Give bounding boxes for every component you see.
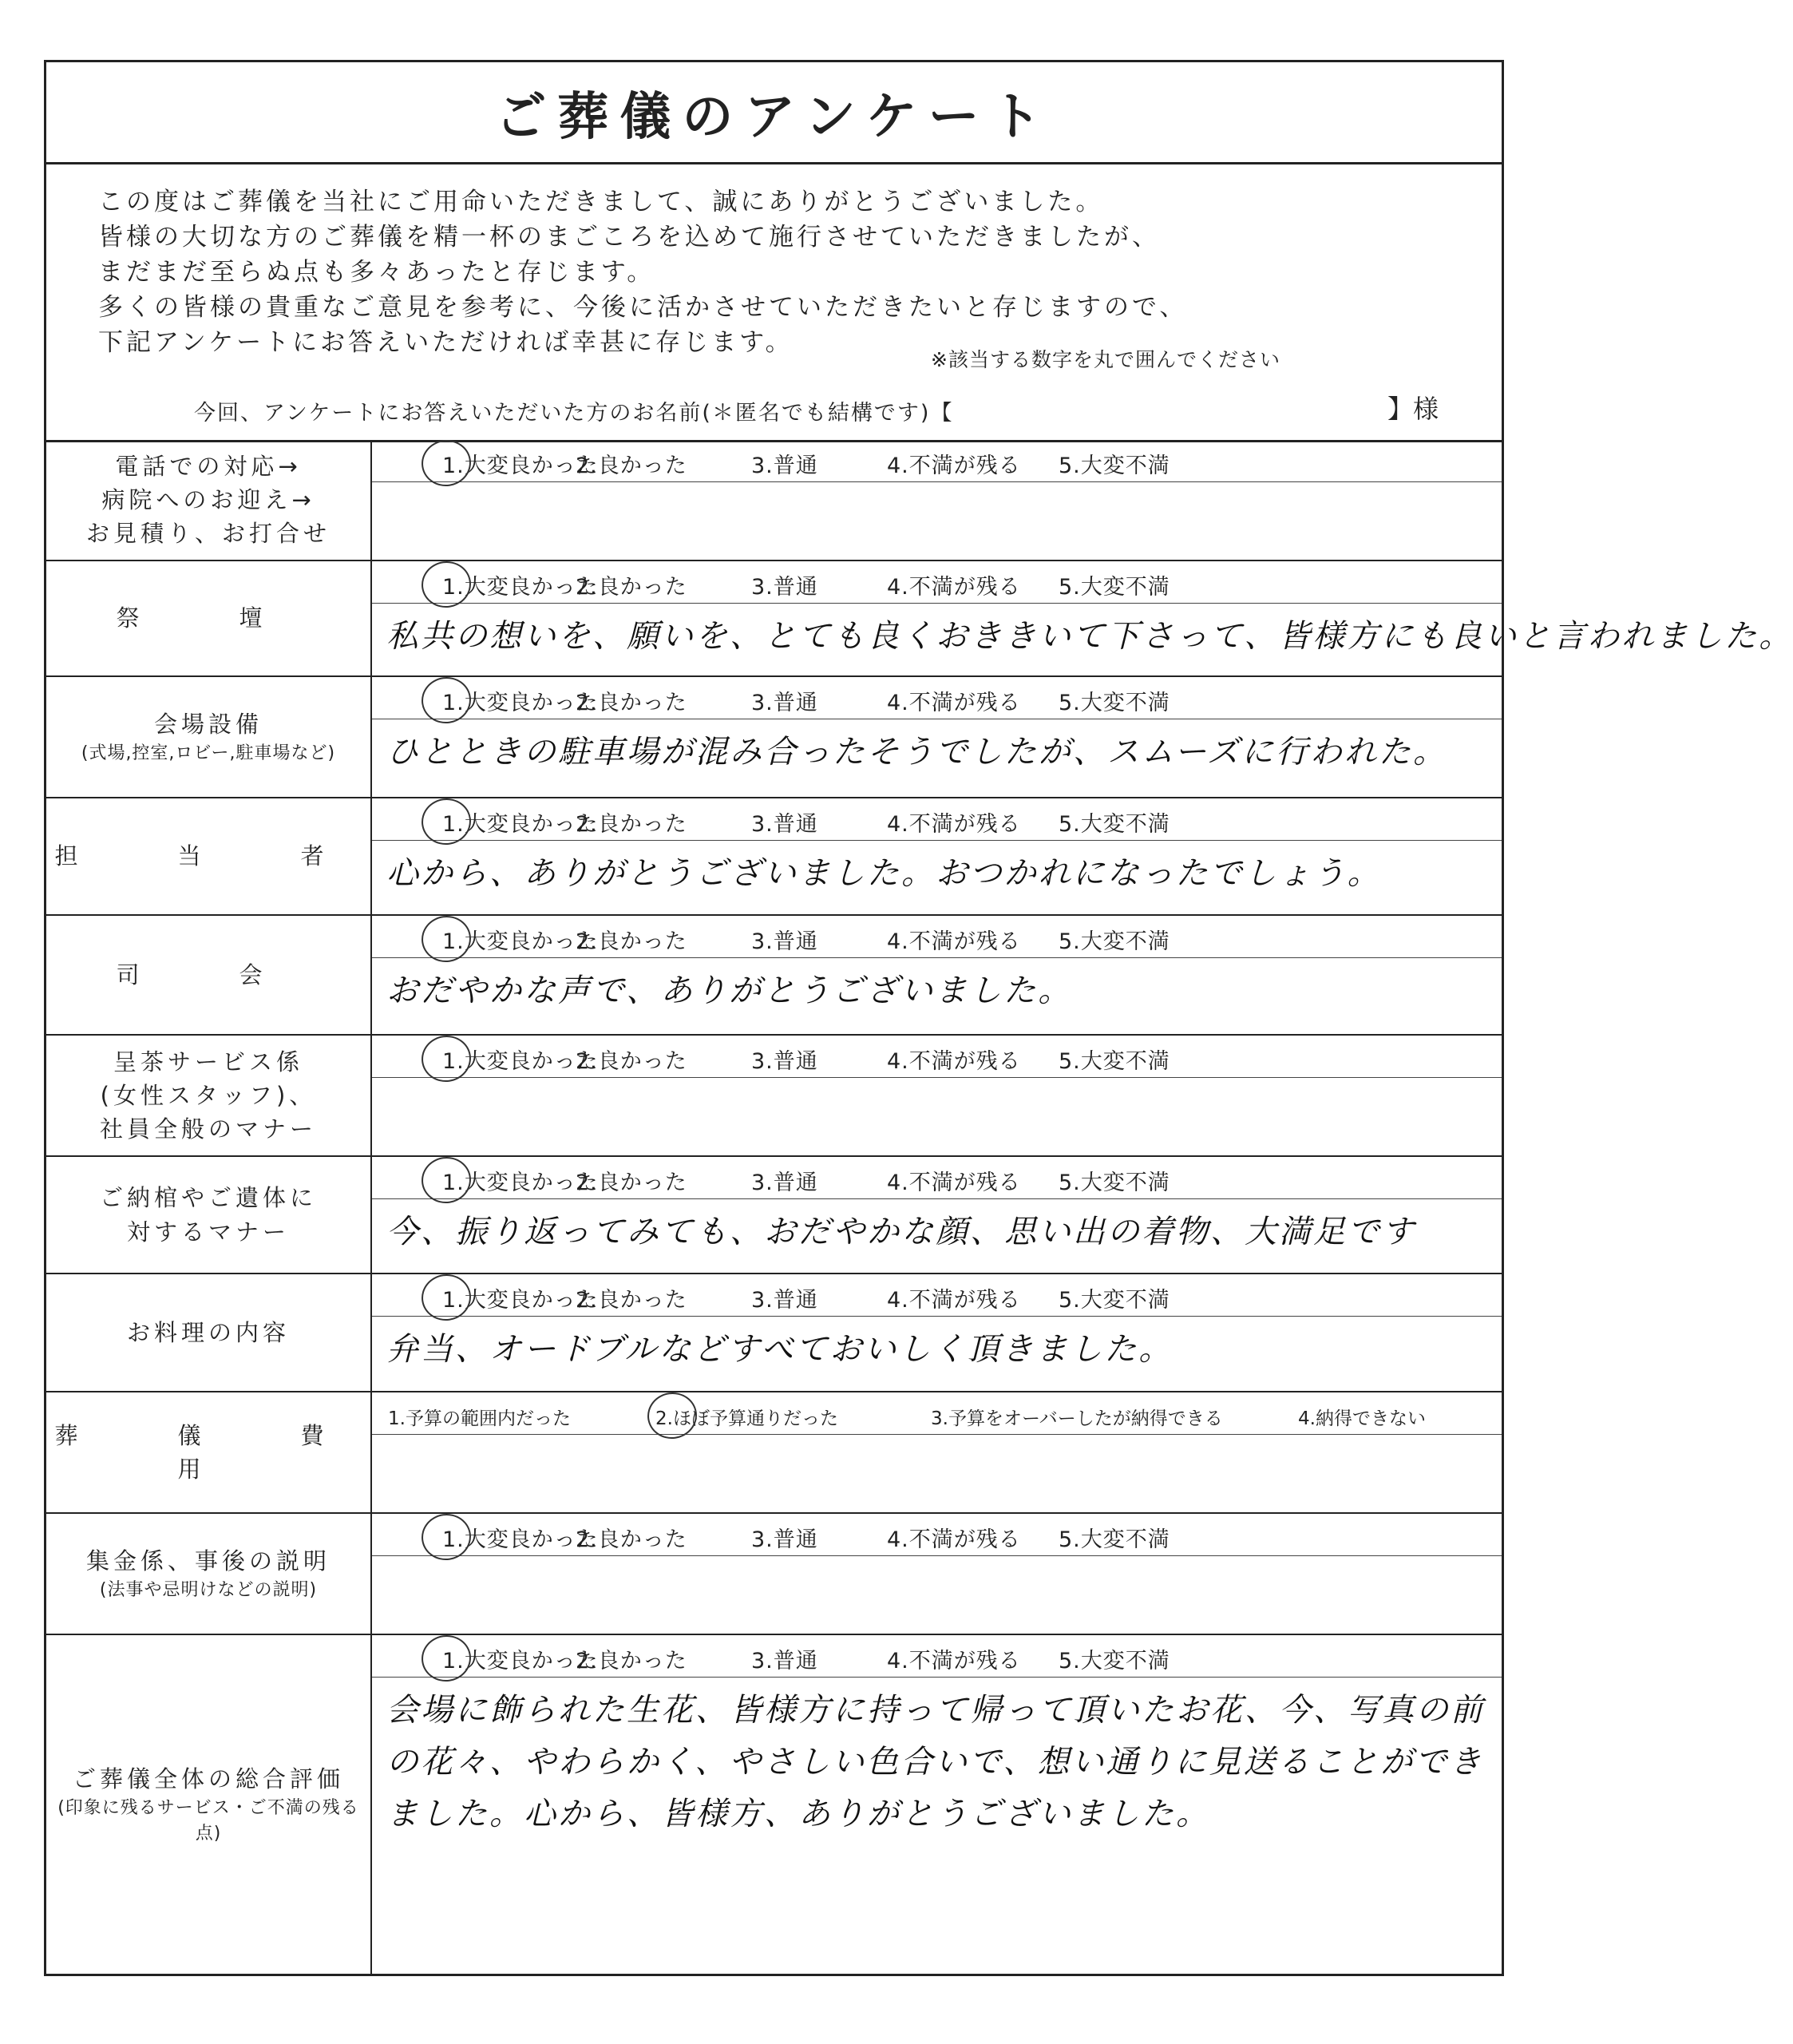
question-row: [46, 561, 1793, 677]
selection-circle-mark: [418, 795, 473, 848]
question-label-line: 祭 壇: [116, 604, 301, 632]
answer-area: [372, 916, 1502, 1034]
question-label-line: 社員全般のマナー: [99, 1115, 317, 1143]
answer-option[interactable]: 3.普通: [751, 1049, 818, 1074]
selection-circle-mark: [418, 1632, 473, 1685]
answer-option[interactable]: 3.普通: [751, 454, 818, 478]
answer-option[interactable]: 4.不満が残る: [887, 929, 1021, 954]
answer-area: [372, 1635, 1502, 1974]
question-sub-label: (法事や忌明けなどの説明): [99, 1580, 318, 1601]
question-label: [46, 1274, 372, 1391]
answer-option[interactable]: 3.普通: [751, 1649, 818, 1674]
answer-option[interactable]: 3.普通: [751, 1527, 818, 1552]
answer-option[interactable]: 4.不満が残る: [887, 1649, 1021, 1674]
answer-area: [372, 1274, 1502, 1391]
answer-area: [372, 561, 1793, 675]
answer-option[interactable]: 5.大変不満: [1059, 929, 1170, 954]
answer-options: [372, 677, 1502, 719]
answer-option[interactable]: 2.良かった: [576, 812, 687, 837]
question-label: [46, 677, 372, 797]
intro-line: 下記アンケートにお答えいただければ幸甚に存じます。: [98, 328, 794, 357]
handwritten-comment: ひとときの駐車場が混み合ったそうでしたが、スムーズに行われた。: [386, 734, 1447, 770]
answer-option[interactable]: 5.大変不満: [1059, 1049, 1170, 1074]
answer-option[interactable]: 3.普通: [751, 812, 818, 837]
answer-options: [372, 1036, 1502, 1078]
handwritten-comment: 今、振り返ってみても、おだやかな顔、思い出の着物、大満足です: [386, 1214, 1416, 1250]
intro-line: 皆様の大切な方のご葬儀を精一杯のまごころを込めて施行させていただきましたが、: [98, 223, 1160, 252]
question-label: [46, 1514, 372, 1634]
answer-options: [372, 1635, 1502, 1678]
question-label: [46, 1036, 372, 1155]
answer-option[interactable]: 1.大変良かった: [442, 575, 599, 600]
answer-option[interactable]: 5.大変不満: [1059, 1649, 1170, 1674]
answer-options: [372, 1392, 1502, 1435]
answer-area: [372, 440, 1502, 560]
answer-option[interactable]: 4.不満が残る: [887, 691, 1021, 715]
answer-options: [372, 798, 1502, 841]
answer-area: [372, 677, 1502, 797]
question-label: [46, 916, 372, 1034]
answer-option[interactable]: 5.大変不満: [1059, 1288, 1170, 1313]
answer-area: [372, 1157, 1502, 1273]
answer-option[interactable]: 4.不満が残る: [887, 1527, 1021, 1552]
selection-circle-mark: [644, 1389, 699, 1442]
answer-option[interactable]: 2.良かった: [576, 1049, 687, 1074]
survey-sheet: [44, 60, 1793, 1976]
answer-option[interactable]: 1.予算の範囲内だった: [388, 1408, 571, 1429]
answer-option[interactable]: 2.良かった: [576, 1171, 687, 1195]
answer-option[interactable]: 1.大変良かった: [442, 812, 599, 837]
handwritten-comment: 心から、ありがとうございました。おつかれになったでしょう。: [386, 855, 1382, 892]
answer-option[interactable]: 2.良かった: [576, 929, 687, 954]
answer-option[interactable]: 1.大変良かった: [442, 1171, 599, 1195]
selection-circle-mark: [418, 1154, 473, 1206]
answer-option[interactable]: 5.大変不満: [1059, 454, 1170, 478]
answer-option[interactable]: 1.大変良かった: [442, 1649, 599, 1674]
answer-options: [372, 916, 1502, 958]
question-label-line: ご納棺やご遺体に: [99, 1184, 317, 1212]
question-row: [46, 440, 1502, 561]
selection-circle-mark: [418, 1511, 473, 1563]
answer-option[interactable]: 4.不満が残る: [887, 1049, 1021, 1074]
question-row: [46, 916, 1502, 1036]
question-label-line: 集金係、事後の説明: [85, 1547, 330, 1575]
answer-options: [372, 440, 1502, 482]
question-label-line: ご葬儀全体の総合評価: [72, 1765, 344, 1793]
intro-line: この度はご葬儀を当社にご用命いただきまして、誠にありがとうございました。: [98, 188, 1104, 216]
answer-option[interactable]: 1.大変良かった: [442, 691, 599, 715]
question-rows: [46, 440, 1793, 1974]
instruction-note: ※該当する数字を丸で囲んでください: [931, 348, 1280, 371]
question-label-line: (女性スタッフ)、: [100, 1081, 317, 1109]
selection-circle-mark: [418, 913, 473, 965]
question-label-line: 電話での対応→: [115, 452, 302, 480]
answer-option[interactable]: 5.大変不満: [1059, 575, 1170, 600]
intro-section: [46, 162, 1502, 442]
answer-option[interactable]: 2.良かった: [576, 575, 687, 600]
question-label-line: 会場設備: [153, 711, 263, 739]
answer-area: [372, 1514, 1502, 1634]
question-label-line: 司 会: [116, 961, 301, 988]
question-row: [46, 1392, 1502, 1514]
answer-option[interactable]: 1.大変良かった: [442, 929, 599, 954]
question-sub-label: (印象に残るサービス・ご不満の残る点): [57, 1798, 359, 1844]
answer-option[interactable]: 4.不満が残る: [887, 575, 1021, 600]
answer-option[interactable]: 2.良かった: [576, 1649, 687, 1674]
answer-option[interactable]: 3.普通: [751, 575, 818, 600]
answer-option[interactable]: 4.不満が残る: [887, 1171, 1021, 1195]
answer-area: [372, 1392, 1502, 1512]
answer-option[interactable]: 1.大変良かった: [442, 454, 599, 478]
answer-option[interactable]: 3.普通: [751, 691, 818, 715]
question-row: [46, 1157, 1502, 1274]
answer-option[interactable]: 4.不満が残る: [887, 454, 1021, 478]
question-label-line: 葬 儀 費 用: [54, 1421, 424, 1483]
intro-line: 多くの皆様の貴重なご意見を参考に、今後に活かさせていただきたいと存じますので、: [98, 293, 1188, 322]
question-label: [46, 798, 372, 914]
intro-line: まだまだ至らぬ点も多々あったと存じます。: [98, 258, 655, 287]
question-label: [46, 1635, 372, 1974]
answer-area: [372, 798, 1502, 914]
handwritten-comment: 弁当、オードブルなどすべておいしく頂きました。: [386, 1331, 1174, 1368]
question-label-line: 病院へのお迎え→: [101, 485, 315, 513]
selection-circle-mark: [418, 437, 473, 489]
answer-option[interactable]: 1.大変良かった: [442, 1527, 599, 1552]
answer-option[interactable]: 1.大変良かった: [442, 1288, 599, 1313]
question-label: [46, 1392, 424, 1512]
page-title: ご葬儀のアンケート: [46, 62, 1502, 164]
answer-option[interactable]: 5.大変不満: [1059, 691, 1170, 715]
selection-circle-mark: [418, 1271, 473, 1324]
selection-circle-mark: [418, 1032, 473, 1085]
answer-option[interactable]: 3.予算をオーバーしたが納得できる: [931, 1408, 1223, 1429]
answer-options: [372, 1514, 1502, 1556]
question-label: [46, 561, 372, 675]
answer-option[interactable]: 3.普通: [751, 1288, 818, 1313]
answer-options: [372, 1157, 1502, 1199]
answer-options: [372, 561, 1502, 604]
handwritten-comment: おだやかな声で、ありがとうございました。: [386, 972, 1073, 1009]
question-row: [46, 677, 1502, 798]
question-sub-label: (式場,控室,ロビー,駐車場など): [81, 743, 336, 764]
answer-option[interactable]: 2.良かった: [576, 691, 687, 715]
question-label-line: 呈茶サービス係: [113, 1048, 303, 1075]
selection-circle-mark: [418, 558, 473, 611]
question-row: [46, 1514, 1502, 1635]
selection-circle-mark: [418, 674, 473, 727]
answer-option[interactable]: 5.大変不満: [1059, 812, 1170, 837]
question-row: [46, 1635, 1502, 1974]
question-label-line: 担 当 者: [54, 842, 362, 870]
answer-option[interactable]: 5.大変不満: [1059, 1527, 1170, 1552]
question-label-line: お料理の内容: [126, 1318, 290, 1346]
answer-option[interactable]: 5.大変不満: [1059, 1171, 1170, 1195]
name-prompt: 今回、アンケートにお答えいただいた方のお名前(＊匿名でも結構です)【: [194, 401, 954, 426]
question-label: [46, 1157, 372, 1273]
answer-option[interactable]: 3.普通: [751, 1171, 818, 1195]
question-row: [46, 798, 1502, 916]
answer-option[interactable]: 4.不満が残る: [887, 1288, 1021, 1313]
answer-option[interactable]: 2.良かった: [576, 1288, 687, 1313]
question-label: [46, 440, 372, 560]
answer-option[interactable]: 3.普通: [751, 929, 818, 954]
handwritten-comment: 私共の想いを、願いを、とても良くおききいて下さって、皆様方にも良いと言われました。: [386, 618, 1793, 655]
question-label-line: 対するマナー: [126, 1218, 290, 1246]
question-row: [46, 1036, 1502, 1157]
answer-option[interactable]: 2.良かった: [576, 454, 687, 478]
answer-option[interactable]: 2.ほぼ予算通りだった: [655, 1408, 838, 1429]
answer-option[interactable]: 4.納得できない: [1298, 1408, 1426, 1429]
answer-option[interactable]: 1.大変良かった: [442, 1049, 599, 1074]
answer-option[interactable]: 4.不満が残る: [887, 812, 1021, 837]
answer-area: [372, 1036, 1502, 1155]
question-row: [46, 1274, 1502, 1392]
answer-options: [372, 1274, 1502, 1317]
question-label-line: お見積り、お打合せ: [85, 520, 330, 548]
handwritten-comment: 会場に飾られた生花、皆様方に持って帰って頂いたお花、今、写真の前の花々、やわらかく、やさしい色合いで、想い通りに見送ることができました。心から、皆様方、ありがとうございました。: [386, 1692, 1485, 1832]
answer-option[interactable]: 2.良かった: [576, 1527, 687, 1552]
name-suffix: 】様: [1387, 394, 1439, 424]
